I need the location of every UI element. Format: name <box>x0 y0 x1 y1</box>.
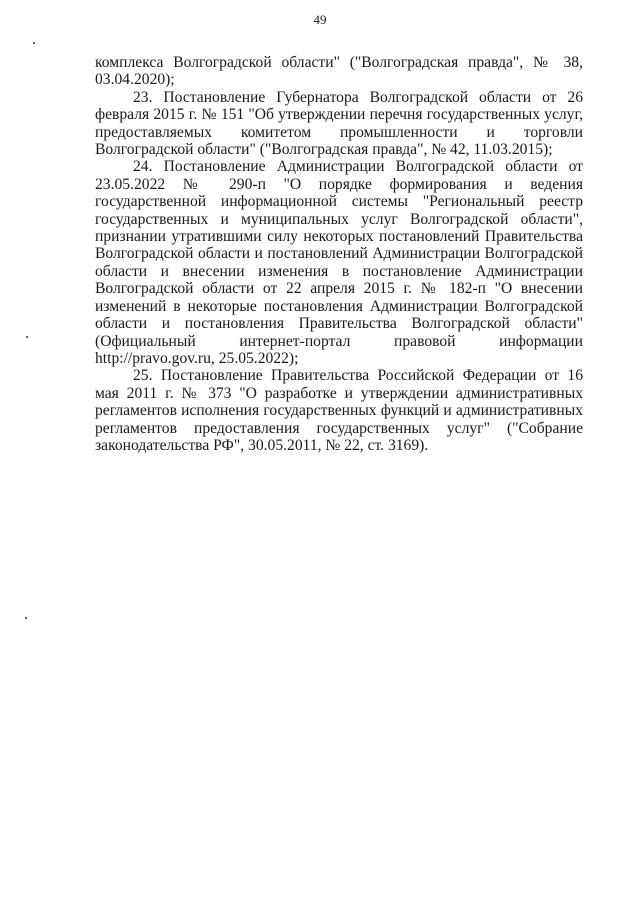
paragraph-25: 25. Постановление Правительства Российской Федерации от 16 мая 2011 г. № 373 "О разработке и утверждении административных регламентов исполнения государственных функций и административных регламентов предоставления государственных услуг" ("Собрание законодательства РФ", 30.05.2011, № 22, ст. 3169). <box>95 367 583 454</box>
paragraph-22-continuation: комплекса Волгоградской области" ("Волгоградская правда", № 38, 03.04.2020); <box>95 54 583 89</box>
scan-speck <box>26 336 28 338</box>
scan-speck <box>33 42 35 44</box>
paragraph-23: 23. Постановление Губернатора Волгоградской области от 26 февраля 2015 г. № 151 "Об утверждении перечня государственных услуг, предоставляемых комитетом промышленности и торговли Волгоградской области" ("Волгоградская правда", № 42, 11.03.2015); <box>95 88 583 159</box>
document-body <box>95 54 583 454</box>
scan-speck <box>25 617 27 619</box>
page-number: 49 <box>313 12 327 27</box>
paragraph-24: 24. Постановление Администрации Волгоградской области от 23.05.2022 № 290-п "О порядке формирования и ведения государственной информационной системы "Региональный реестр государственных и муниципальных услуг Волгоградской области", признании утратившими силу некоторых постановлений Правительства Волгоградской области и постановлений Администрации Волгоградской области и внесении изменения в постановление Администрации Волгоградской области от 22 апреля 2015 г. № 182-п "О внесении изменений в некоторые постановления Администрации Волгоградской области и постановления Правительства Волгоградской области" (Официальный интернет-портал правовой информации http://pravo.gov.ru, 25.05.2022); <box>95 158 583 367</box>
